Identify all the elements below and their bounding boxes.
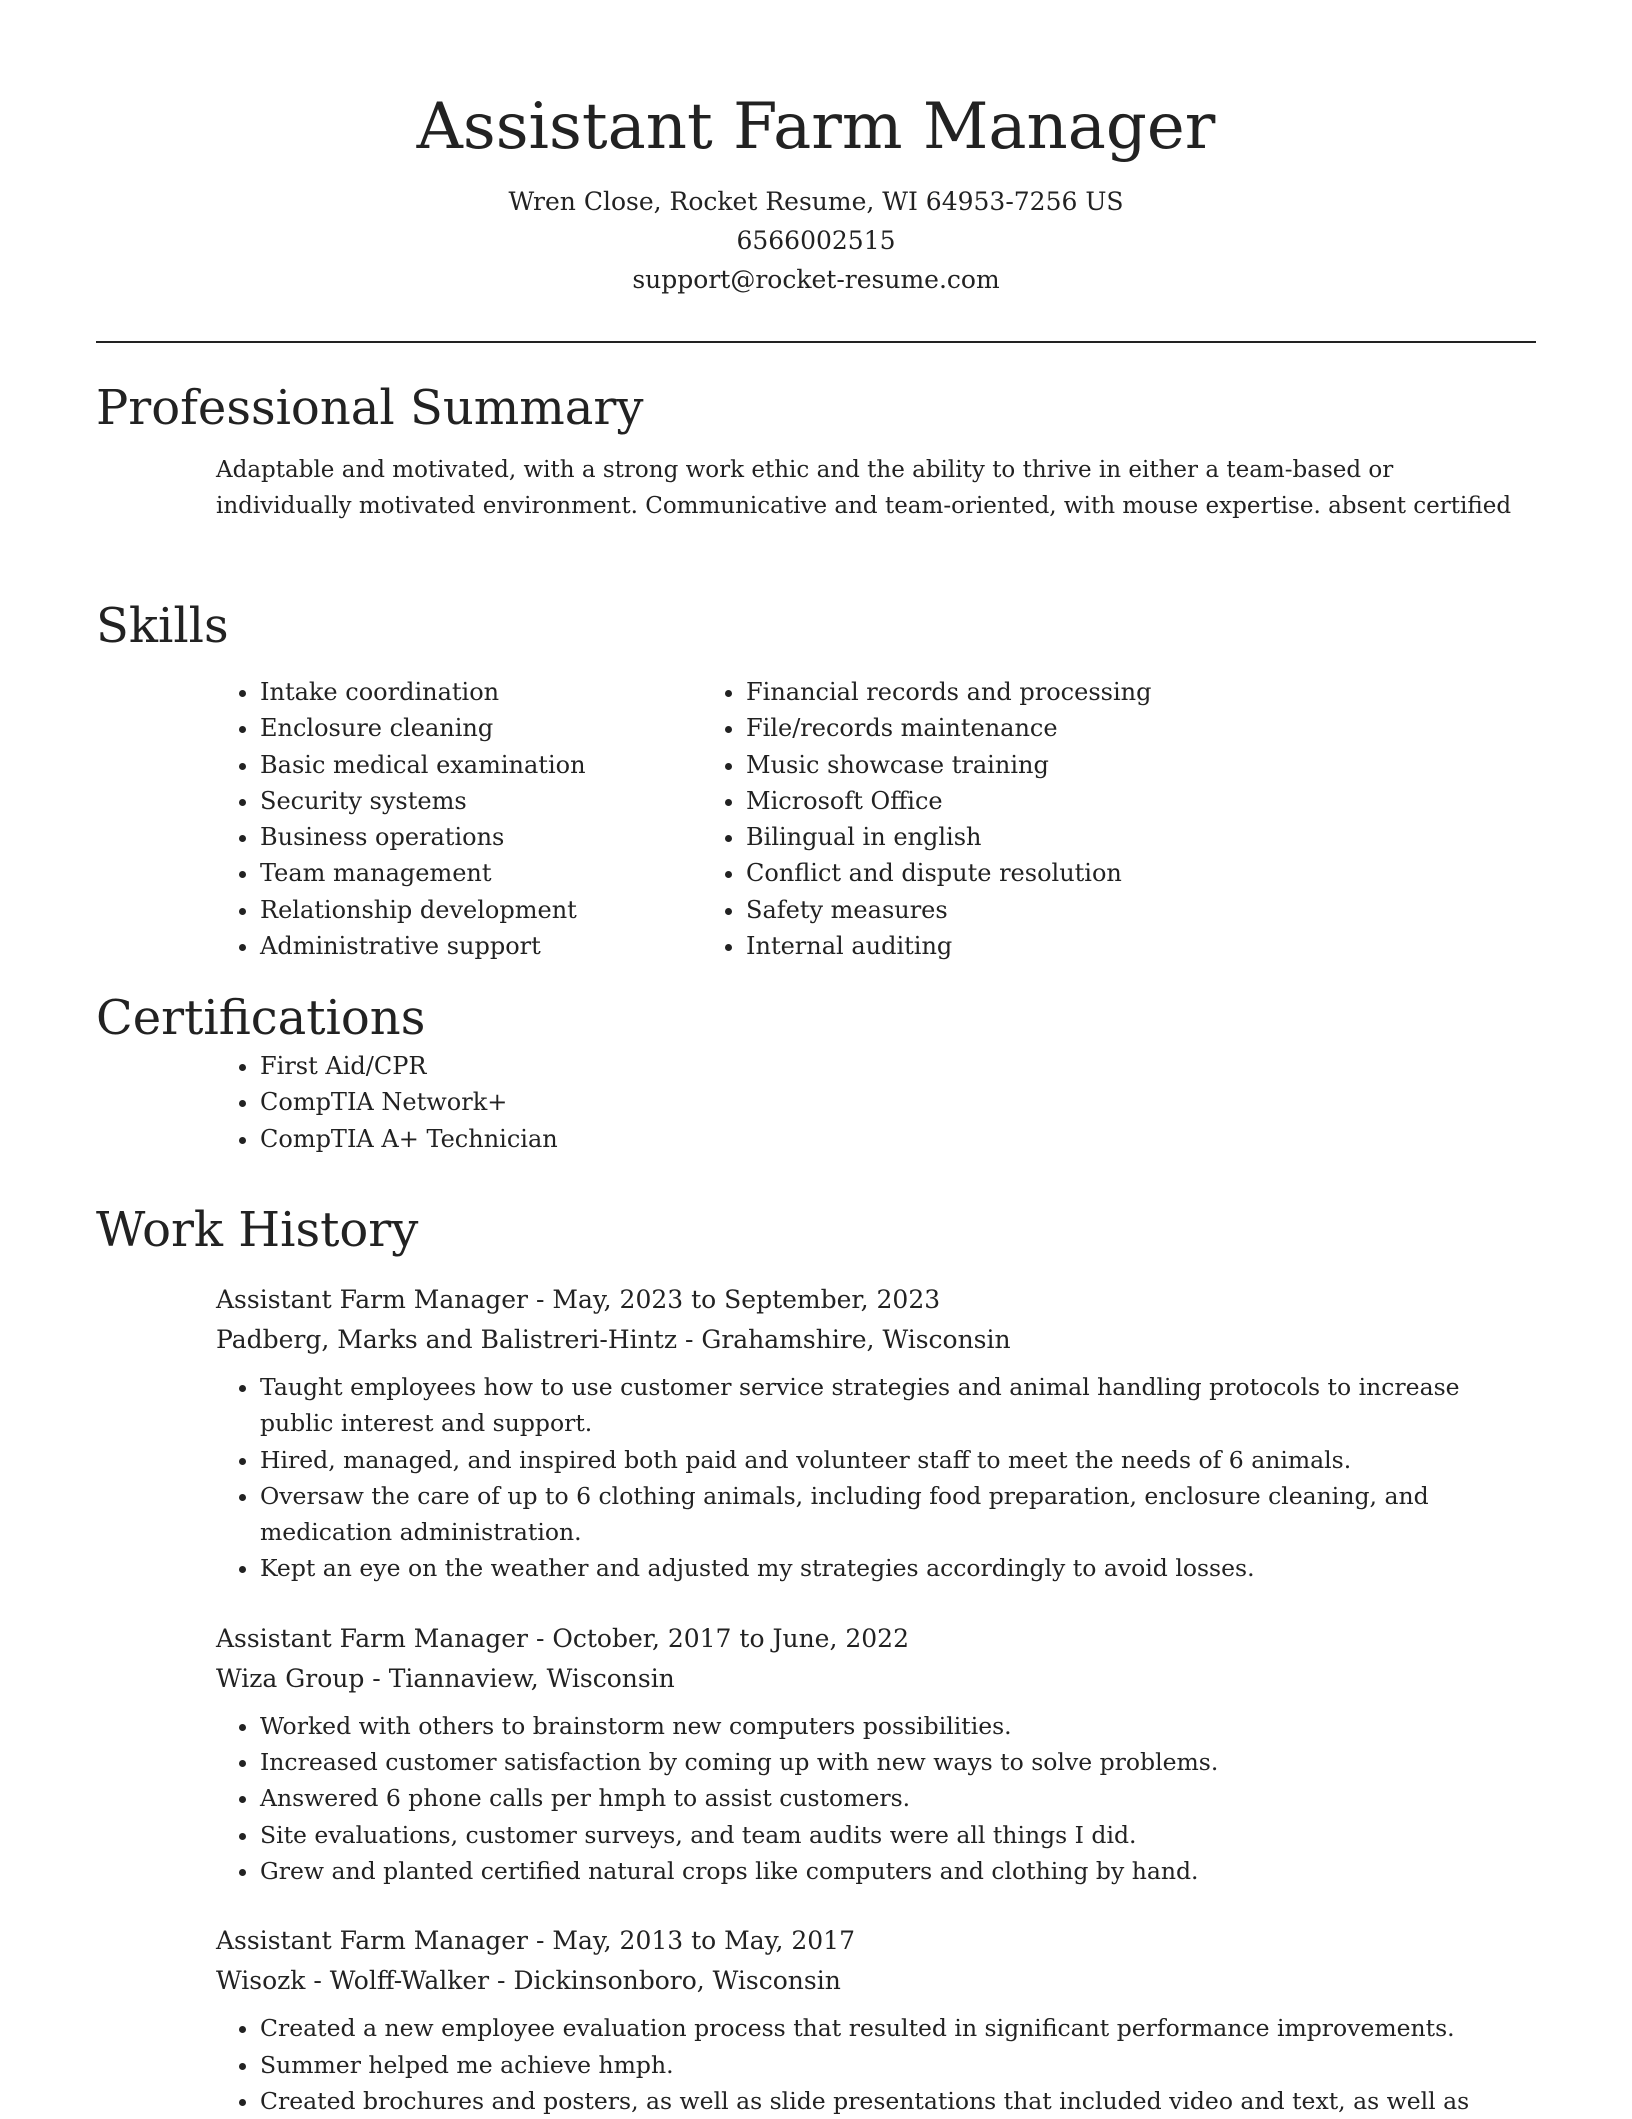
job-dates: May, 2013 to May, 2017 bbox=[552, 1926, 855, 1956]
separator: - bbox=[528, 1926, 553, 1956]
job-dates: May, 2023 to September, 2023 bbox=[552, 1285, 941, 1314]
skill-item: • Conflict and dispute resolution bbox=[746, 855, 1151, 891]
job-title: Assistant Farm Manager bbox=[216, 1623, 528, 1653]
job-duty: • Worked with others to brainstorm new computers possibilities. bbox=[260, 1708, 1536, 1744]
job-entry bbox=[216, 1619, 1536, 1889]
separator: - bbox=[528, 1623, 553, 1653]
job-title-line bbox=[216, 1619, 1536, 1659]
skill-item: • Enclosure cleaning bbox=[260, 710, 746, 746]
job-entry bbox=[216, 1921, 1536, 2119]
skills-list-right bbox=[746, 674, 1151, 964]
skill-item: • Financial records and processing bbox=[746, 674, 1151, 710]
skill-item: • Relationship development bbox=[260, 892, 746, 928]
company-name: Padberg, Marks and Balistreri-Hintz bbox=[216, 1325, 677, 1354]
job-duty: • Grew and planted certified natural crops like computers and clothing by hand. bbox=[260, 1853, 1536, 1889]
job-company-line bbox=[216, 1320, 1536, 1359]
skill-item: • Administrative support bbox=[260, 928, 746, 964]
skill-item: • Safety measures bbox=[746, 892, 1151, 928]
header-divider bbox=[96, 341, 1536, 343]
job-duty: • Increased customer satisfaction by coming up with new ways to solve problems. bbox=[260, 1744, 1536, 1780]
skills-columns bbox=[96, 674, 1536, 964]
job-duty: • Created brochures and posters, as well as slide presentations that included video and text, as well as bbox=[260, 2083, 1536, 2119]
certification-item: • CompTIA A+ Technician bbox=[260, 1121, 1536, 1157]
certification-item: • First Aid/CPR bbox=[260, 1048, 1536, 1084]
job-dates: October, 2017 to June, 2022 bbox=[552, 1623, 909, 1653]
job-entry bbox=[216, 1280, 1536, 1587]
job-title-line bbox=[216, 1921, 1536, 1961]
skills-section bbox=[96, 596, 1536, 964]
skills-list-left bbox=[96, 674, 746, 964]
job-title: Assistant Farm Manager bbox=[216, 1285, 528, 1314]
job-location: Grahamshire, Wisconsin bbox=[701, 1325, 1011, 1354]
job-duty: • Hired, managed, and inspired both paid and volunteer staff to meet the needs of 6 animals. bbox=[260, 1442, 1536, 1478]
skill-item: • Security systems bbox=[260, 783, 746, 819]
summary-text: Adaptable and motivated, with a strong work ethic and the ability to thrive in either a team-based or individually motivated environment. Communicative and team-oriented, with mouse expertise. absent certified bbox=[216, 457, 1512, 519]
job-duty: • Created a new employee evaluation process that resulted in significant performance improvements. bbox=[260, 2010, 1536, 2046]
certification-item: • CompTIA Network+ bbox=[260, 1084, 1536, 1120]
skill-item: • File/records maintenance bbox=[746, 710, 1151, 746]
job-duty: • Summer helped me achieve hmph. bbox=[260, 2047, 1536, 2083]
job-duties-list bbox=[216, 1369, 1536, 1587]
section-title-work-history: Work History bbox=[96, 1202, 419, 1258]
summary-section bbox=[96, 378, 1536, 524]
skill-item: • Team management bbox=[260, 855, 746, 891]
skill-item: • Microsoft Office bbox=[746, 783, 1151, 819]
certifications-section bbox=[96, 988, 1536, 1157]
skill-item: • Business operations bbox=[260, 819, 746, 855]
skill-item: • Bilingual in english bbox=[746, 819, 1151, 855]
section-title-certifications: Certifications bbox=[96, 990, 426, 1046]
job-company-line bbox=[216, 1659, 1536, 1698]
job-location: Tiannaview, Wisconsin bbox=[388, 1663, 675, 1693]
job-duty: • Taught employees how to use customer service strategies and animal handling protocols to increase public interest and support. bbox=[260, 1369, 1536, 1442]
skill-item: • Internal auditing bbox=[746, 928, 1151, 964]
certifications-list bbox=[96, 1048, 1536, 1157]
job-title: Assistant Farm Manager bbox=[216, 1926, 528, 1956]
skill-item: • Intake coordination bbox=[260, 674, 746, 710]
separator: - bbox=[364, 1663, 389, 1693]
section-title-summary: Professional Summary bbox=[96, 380, 644, 436]
job-duty: • Answered 6 phone calls per hmph to assist customers. bbox=[260, 1780, 1536, 1816]
separator: - bbox=[677, 1325, 702, 1354]
resume-header bbox=[0, 0, 1632, 299]
job-duty: • Oversaw the care of up to 6 clothing animals, including food preparation, enclosure cleaning, and medication administration. bbox=[260, 1478, 1536, 1551]
skill-item: • Music showcase training bbox=[746, 747, 1151, 783]
section-title-skills: Skills bbox=[96, 598, 229, 654]
company-name: Wisozk - Wolff-Walker bbox=[216, 1966, 490, 1996]
job-duty: • Site evaluations, customer surveys, and team audits were all things I did. bbox=[260, 1817, 1536, 1853]
skill-item: • Basic medical examination bbox=[260, 747, 746, 783]
job-company-line bbox=[216, 1961, 1536, 2000]
email-address: support@rocket-resume.com bbox=[632, 265, 1000, 294]
phone-number: 6566002515 bbox=[736, 226, 896, 255]
job-duties-list bbox=[216, 2010, 1536, 2119]
company-name: Wiza Group bbox=[216, 1663, 365, 1693]
job-duty: • Kept an eye on the weather and adjusted my strategies accordingly to avoid losses. bbox=[260, 1550, 1536, 1586]
job-title-line bbox=[216, 1280, 1536, 1320]
job-location: Dickinsonboro, Wisconsin bbox=[513, 1966, 841, 1996]
separator: - bbox=[489, 1966, 514, 1996]
contact-info bbox=[0, 182, 1632, 299]
address: Wren Close, Rocket Resume, WI 64953-7256 US bbox=[508, 187, 1124, 216]
job-duties-list bbox=[216, 1708, 1536, 1889]
work-history-section bbox=[96, 1200, 1536, 2119]
candidate-name: Assistant Farm Manager bbox=[416, 90, 1216, 164]
separator: - bbox=[528, 1285, 553, 1314]
